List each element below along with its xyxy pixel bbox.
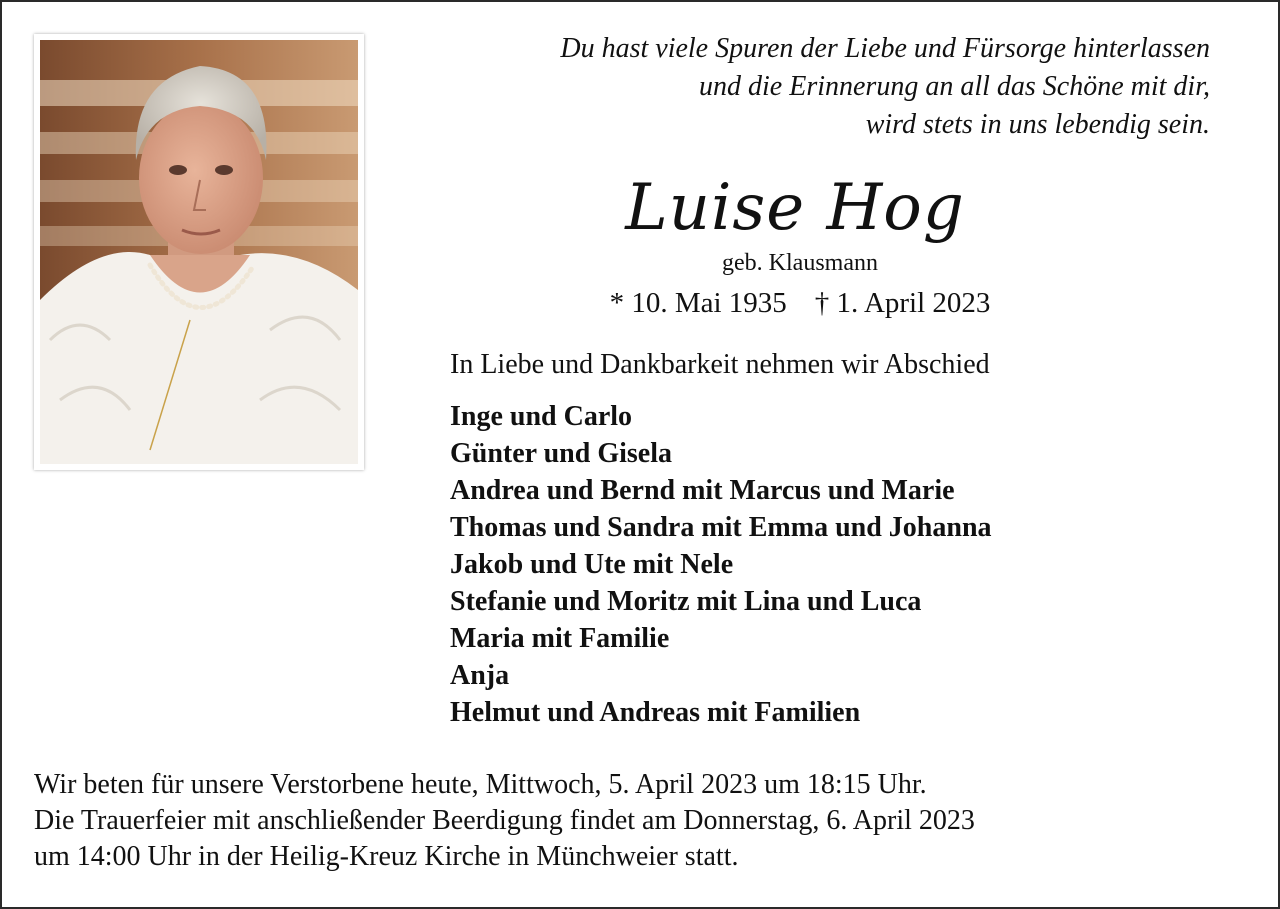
family-member: Helmut und Andreas mit Familien	[450, 697, 861, 728]
birth-date: * 10. Mai 1935	[609, 287, 787, 319]
portrait-photo	[34, 34, 364, 470]
family-list	[450, 398, 992, 731]
maiden-name: geb. Klausmann	[722, 250, 878, 276]
deceased-name: Luise Hog	[625, 171, 965, 245]
portrait-illustration	[40, 40, 358, 464]
life-dates	[540, 285, 1060, 321]
death-date: † 1. April 2023	[814, 287, 991, 319]
family-member: Maria mit Familie	[450, 623, 670, 654]
service-info	[34, 767, 975, 875]
family-member: Andrea und Bernd mit Marcus und Marie	[450, 475, 955, 506]
poem-line: und die Erinnerung an all das Schöne mit dir,	[699, 71, 1210, 102]
family-member: Jakob und Ute mit Nele	[450, 549, 734, 580]
family-member: Günter und Gisela	[450, 438, 672, 469]
poem-line: wird stets in uns lebendig sein.	[865, 109, 1210, 140]
farewell-text: In Liebe und Dankbarkeit nehmen wir Abschied	[450, 349, 990, 380]
info-line: Wir beten für unsere Verstorbene heute, Mittwoch, 5. April 2023 um 18:15 Uhr.	[34, 769, 927, 800]
family-member: Stefanie und Moritz mit Lina und Luca	[450, 586, 922, 617]
family-member: Anja	[450, 660, 510, 691]
poem-line: Du hast viele Spuren der Liebe und Fürsorge hinterlassen	[560, 33, 1210, 64]
info-line: um 14:00 Uhr in der Heilig-Kreuz Kirche in Münchweier statt.	[34, 841, 739, 872]
family-member: Thomas und Sandra mit Emma und Johanna	[450, 512, 992, 543]
family-member: Inge und Carlo	[450, 401, 633, 432]
info-line: Die Trauerfeier mit anschließender Beerdigung findet am Donnerstag, 6. April 2023	[34, 805, 975, 836]
memorial-poem	[420, 30, 1210, 144]
